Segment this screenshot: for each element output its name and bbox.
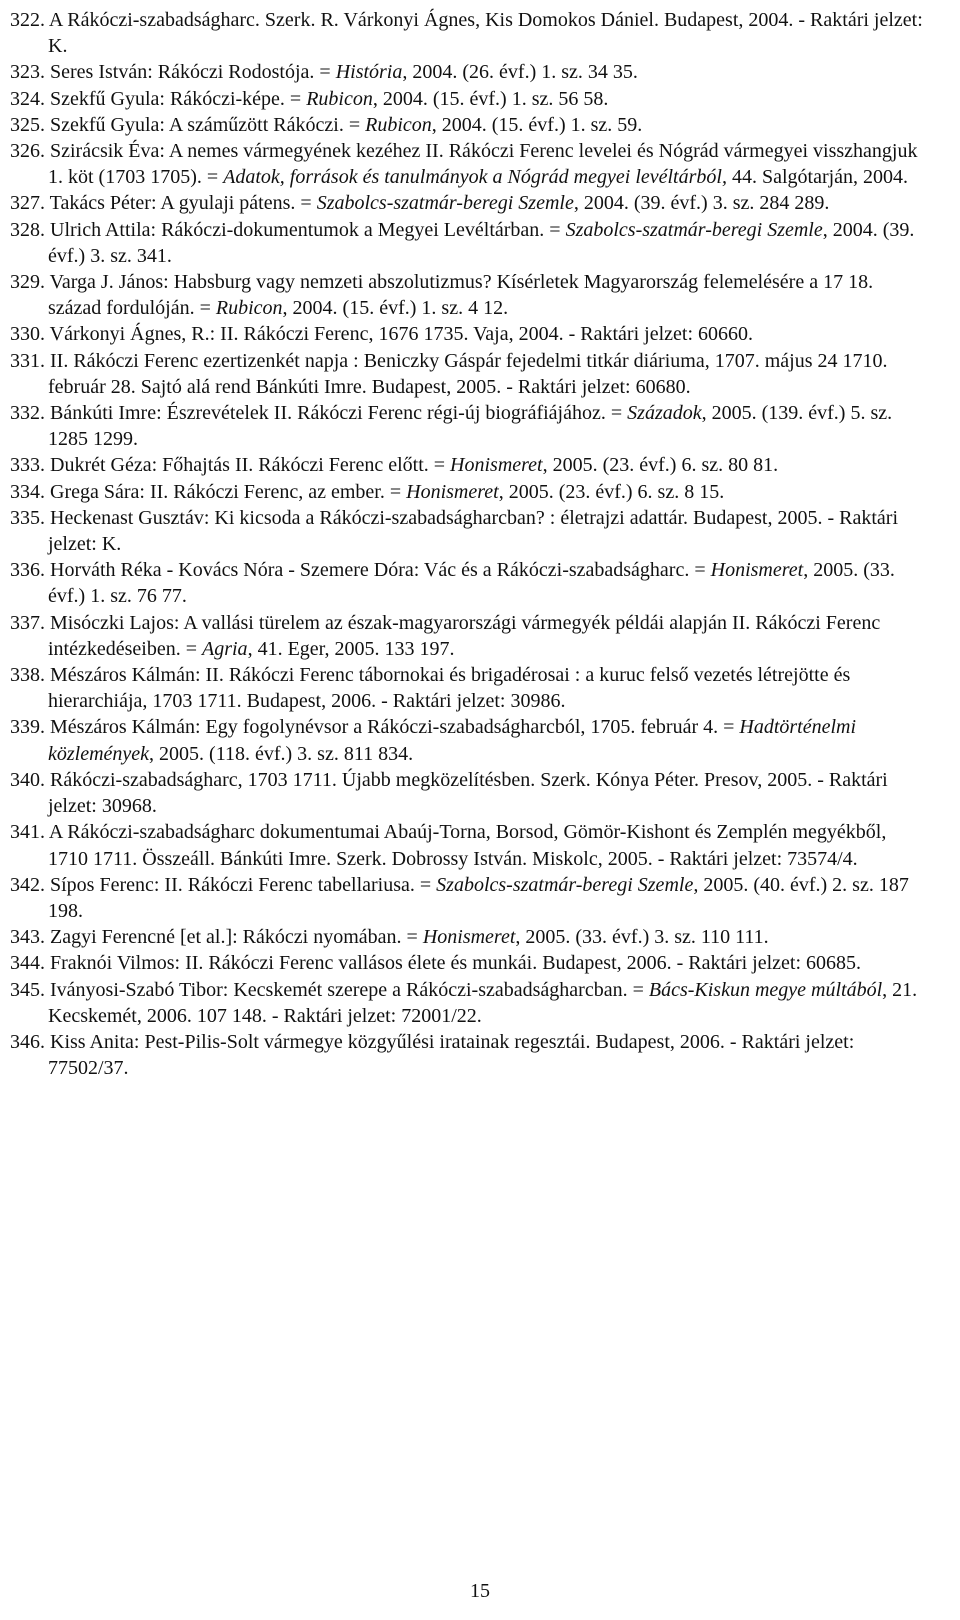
entry-text: Iványosi-Szabó Tibor: Kecskemét szerepe a Rákóczi-szabadságharcban. = (50, 978, 649, 1001)
entry-number: 329. (10, 271, 45, 294)
entry-number: 346. (10, 1030, 45, 1053)
entry-number: 336. (10, 559, 45, 582)
entry-text: Szekfű Gyula: Rákóczi-képe. = (50, 87, 307, 110)
entry-text: , 2005. (118. évf.) 3. sz. 811 834. (149, 742, 414, 765)
entry-text: Rákóczi-szabadságharc, 1703 1711. Újabb megközelítésben. Szerk. Kónya Péter. Presov, 2005. - Raktári jelzet: 30968. (48, 768, 888, 818)
bibliography-entry (10, 269, 930, 321)
entry-source-title: Bács-Kiskun megye múltából (648, 978, 883, 1001)
entry-text: , 2004. (15. évf.) 1. sz. 59. (431, 113, 643, 136)
bibliography-entry (10, 479, 930, 505)
entry-source-title: Honismeret (450, 454, 543, 477)
bibliography-entry (10, 767, 930, 819)
entry-number: 323. (10, 61, 45, 84)
entry-text: Mészáros Kálmán: Egy fogolynévsor a Rákóczi-szabadságharcból, 1705. február 4. = (50, 716, 740, 739)
entry-text: 2005. (40. évf.) 2. sz. 187 198. (48, 873, 909, 922)
entry-number: 326. (10, 140, 45, 163)
bibliography-entry (10, 321, 930, 347)
entry-number: 331. (10, 349, 45, 372)
entry-number: 333. (10, 454, 45, 477)
entry-text: Bánkúti Imre: Észrevételek II. Rákóczi Ferenc régi-új biográfiájához. = (50, 402, 628, 425)
entry-text: Grega Sára: II. Rákóczi Ferenc, az ember. = (50, 480, 407, 503)
entry-text: , 2005. (139. évf.) 5. sz. 1285 1299. (48, 402, 893, 451)
bibliography-entry (10, 190, 930, 216)
entry-text: , 21. Kecskemét, 2006. 107 148. - Raktári jelzet: 72001/22. (48, 978, 918, 1027)
entry-number: 345. (10, 978, 45, 1001)
bibliography-entry (10, 505, 930, 557)
entry-number: 340. (10, 768, 45, 791)
entry-text: Szekfű Gyula: A száműzött Rákóczi. = (50, 113, 366, 136)
entry-source-title: Szabolcs-szatmár-beregi Szemle (316, 192, 574, 215)
entry-text: Heckenast Gusztáv: Ki kicsoda a Rákóczi-szabadságharcban? : életrajzi adattár. Budapest, 2005. - Raktári jelzet: K. (48, 506, 898, 556)
entry-text: Dukrét Géza: Főhajtás II. Rákóczi Ferenc előtt. = (50, 454, 451, 477)
entry-source-title: Honismeret (422, 926, 516, 949)
entry-text: Várkonyi Ágnes, R.: II. Rákóczi Ferenc, 1676 1735. Vaja, 2004. - Raktári jelzet: 60660. (49, 323, 753, 346)
entry-number: 322. (10, 9, 45, 31)
entry-text: II. Rákóczi Ferenc ezertizenkét napja : Beniczky Gáspár fejedelmi titkár diáriuma, 1707. május 24 1710. február 28. Sajtó alá rend Bánkúti Imre. Budapest, 2005. - Raktári jelzet: 60680. (48, 349, 888, 398)
bibliography-entry (10, 86, 930, 112)
entry-source-title: Agria (202, 637, 248, 660)
entry-text: , 2005. (23. évf.) 6. sz. 8 15. (498, 480, 725, 503)
entry-text: A Rákóczi-szabadságharc. Szerk. R. Várkonyi Ágnes, Kis Domokos Dániel. Budapest, 2004. - Raktári jelzet: K. (48, 9, 923, 58)
entry-text: Sípos Ferenc: II. Rákóczi Ferenc tabellariusa. = (50, 873, 437, 896)
bibliography-list (10, 7, 930, 1081)
entry-number: 343. (10, 926, 45, 949)
entry-number: 327. (10, 192, 45, 215)
bibliography-entry (10, 714, 930, 766)
entry-text: , 2004. (15. évf.) 1. sz. 56 58. (372, 87, 609, 110)
entry-number: 328. (10, 218, 45, 241)
bibliography-entry (10, 610, 930, 662)
entry-number: 332. (10, 402, 45, 425)
bibliography-entry (10, 872, 930, 924)
entry-text: Fraknói Vilmos: II. Rákóczi Ferenc vallásos élete és munkái. Budapest, 2006. - Raktári jelzet: 60685. (50, 952, 862, 975)
entry-number: 339. (10, 716, 45, 739)
entry-text: , 2005. (23. évf.) 6. sz. 80 81. (542, 454, 779, 477)
entry-text: Takács Péter: A gyulaji pátens. = (49, 192, 317, 215)
entry-text: Varga J. János: Habsburg vagy nemzeti abszolutizmus? Kísérletek Magyarország felemelésére a 17 18. század fordulóján. = (48, 271, 874, 320)
entry-number: 337. (10, 611, 45, 634)
entry-text: , 2004. (39. évf.) 3. sz. 341. (48, 218, 915, 267)
entry-text: , 2004. (15. évf.) 1. sz. 4 12. (282, 297, 509, 320)
bibliography-entry (10, 348, 930, 400)
entry-number: 324. (10, 87, 45, 110)
entry-source-title: Rubicon (365, 113, 432, 136)
entry-text: , 41. Eger, 2005. 133 197. (247, 637, 455, 660)
bibliography-entry (10, 7, 930, 59)
entry-source-title: Szabolcs-szatmár-beregi Szemle, (436, 873, 699, 896)
entry-number: 338. (10, 664, 45, 687)
entry-text: Horváth Réka - Kovács Nóra - Szemere Dóra: Vác és a Rákóczi-szabadságharc. = (50, 559, 711, 582)
entry-number: 341. (10, 821, 45, 844)
entry-source-title: Századok (627, 402, 702, 425)
entry-source-title: História (335, 61, 403, 84)
bibliography-entry (10, 977, 930, 1029)
entry-number: 342. (10, 873, 45, 896)
entry-number: 334. (10, 480, 45, 503)
entry-source-title: Rubicon (306, 87, 373, 110)
entry-source-title: Hadtörténelmi közlemények (48, 716, 857, 765)
entry-text: Szirácsik Éva: A nemes vármegyének kezéhez II. Rákóczi Ferenc levelei és Nógrád vármegyei visszhangjuk 1. köt (1703 1705). = (48, 140, 918, 189)
entry-text: Ulrich Attila: Rákóczi-dokumentumok a Megyei Levéltárban. = (50, 218, 566, 241)
entry-text: , 2005. (33. évf.) 3. sz. 110 111. (515, 926, 769, 949)
bibliography-entry (10, 112, 930, 138)
entry-source-title: Szabolcs-szatmár-beregi Szemle (565, 218, 823, 241)
bibliography-entry (10, 452, 930, 478)
bibliography-entry (10, 217, 930, 269)
entry-text: , 2004. (39. évf.) 3. sz. 284 289. (573, 192, 830, 215)
bibliography-entry (10, 400, 930, 452)
entry-source-title: Honismeret (406, 480, 499, 503)
bibliography-entry (10, 950, 930, 976)
entry-text: , 2005. (33. évf.) 1. sz. 76 77. (48, 559, 895, 608)
bibliography-entry (10, 138, 930, 190)
entry-text: A Rákóczi-szabadságharc dokumentumai Abaúj-Torna, Borsod, Gömör-Kishont és Zemplén megyékből, 1710 1711. Összeáll. Bánkúti Imre. Szerk. Dobrossy István. Miskolc, 2005. - Raktári jelzet: 73574/4. (48, 821, 887, 870)
entry-text: Seres István: Rákóczi Rodostója. = (50, 61, 336, 84)
page-number: 15 (470, 1580, 490, 1602)
entry-text: , 2004. (26. évf.) 1. sz. 34 35. (402, 61, 638, 84)
entry-source-title: Adatok, források és tanulmányok a Nógrád megyei levéltárból, (223, 166, 727, 189)
entry-number: 335. (10, 506, 45, 529)
bibliography-entry (10, 662, 930, 714)
entry-number: 330. (10, 323, 45, 346)
bibliography-entry (10, 557, 930, 609)
entry-text: Kiss Anita: Pest-Pilis-Solt vármegye közgyűlési iratainak regesztái. Budapest, 2006. - Raktári jelzet: 77502/37. (48, 1030, 855, 1080)
bibliography-entry (10, 59, 930, 85)
entry-text: Mészáros Kálmán: II. Rákóczi Ferenc tábornokai és brigadérosai : a kuruc felső vezetés létrejötte és hierarchiája, 1703 1711. Budapest, 2006. - Raktári jelzet: 30986. (48, 664, 851, 713)
entry-text: 44. Salgótarján, 2004. (726, 166, 909, 189)
entry-source-title: Rubicon (215, 297, 283, 320)
entry-text: Zagyi Ferencné [et al.]: Rákóczi nyomában. = (50, 926, 423, 949)
bibliography-entry (10, 924, 930, 950)
bibliography-entry (10, 1029, 930, 1081)
entry-number: 325. (10, 113, 45, 136)
entry-source-title: Honismeret (710, 559, 804, 582)
entry-text: Misóczki Lajos: A vallási türelem az észak-magyarországi vármegyék példái alapján II. Rákóczi Ferenc intézkedéseiben. = (48, 611, 881, 660)
bibliography-entry (10, 819, 930, 871)
entry-number: 344. (10, 952, 45, 975)
